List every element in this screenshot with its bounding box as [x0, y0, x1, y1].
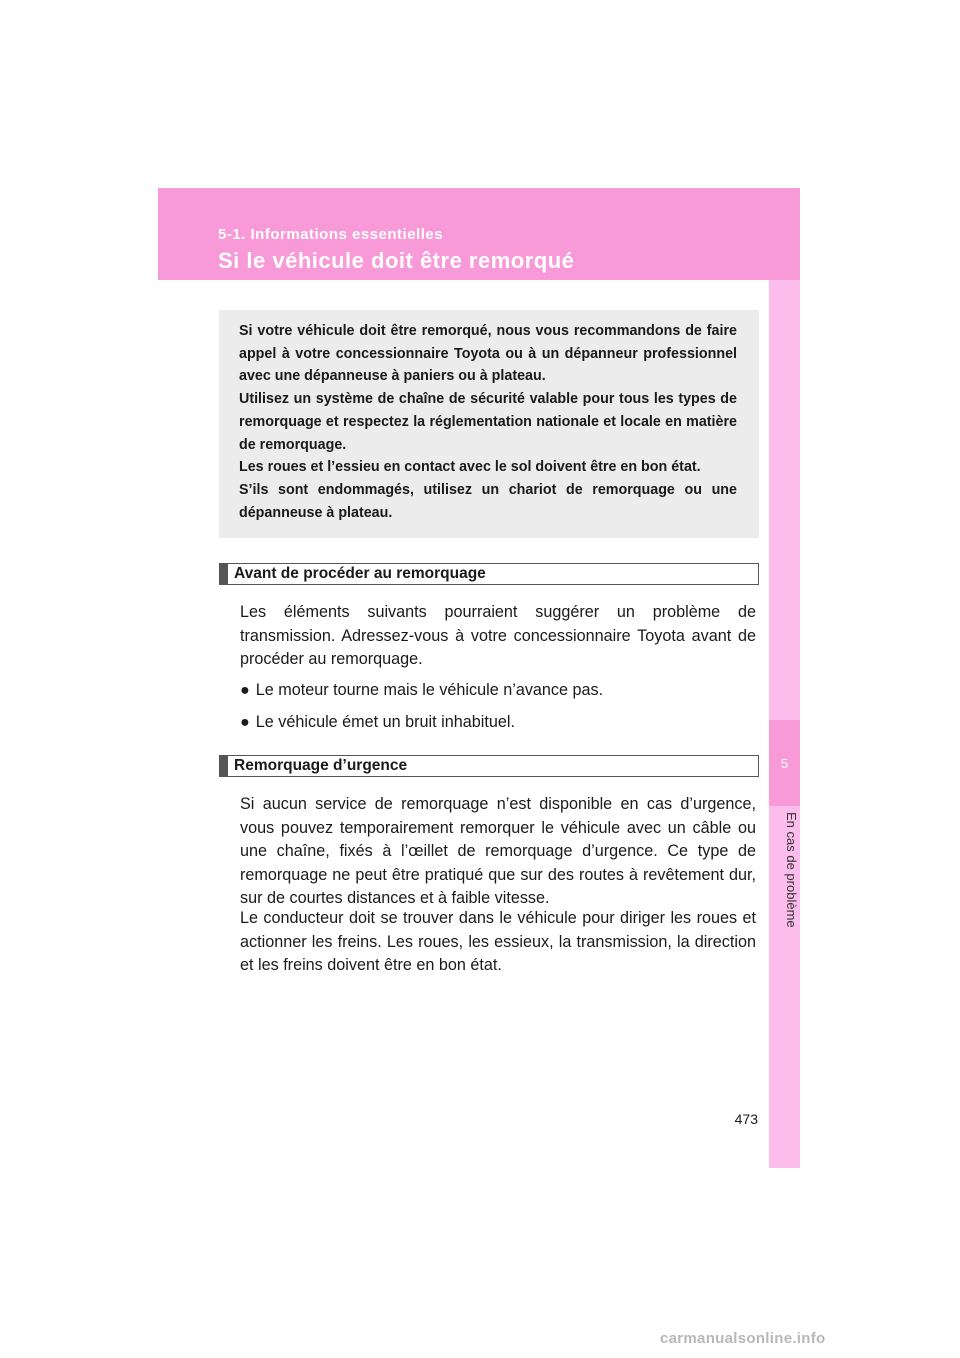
chapter-number: 5	[780, 756, 789, 771]
bullet-text: Le moteur tourne mais le véhicule n’avance pas.	[255, 681, 604, 699]
section-heading-label: Remorquage d’urgence	[234, 757, 408, 774]
section-heading-before-towing	[219, 563, 759, 585]
bullet-icon: ●	[240, 681, 250, 699]
section-paragraph: Si aucun service de remorquage n’est disponible en cas d’urgence, vous pouvez temporairement remorquer le véhicule avec un câble ou une chaîne, fixés à l’œillet de remorquage d’urgence. Ce type de remorquage ne peut être pratiqué que sur des routes à revêtement dur, sur de courtes distances et à faible vitesse.	[240, 795, 756, 907]
section-label: 5-1. Informations essentielles	[218, 226, 444, 243]
intro-box	[219, 310, 759, 538]
watermark: carmanualsonline.info	[660, 1330, 826, 1347]
chapter-title: En cas de problème	[784, 812, 799, 928]
intro-paragraph: Utilisez un système de chaîne de sécurité valable pour tous les types de remorquage et respectez la réglementation nationale et locale en matière de remorquage.	[239, 391, 737, 453]
bullet-icon: ●	[240, 713, 250, 731]
bullet-item	[240, 679, 756, 703]
section-paragraph: Les éléments suivants pourraient suggérer un problème de transmission. Adressez-vous à votre concessionnaire Toyota avant de procéder au remorquage.	[240, 603, 756, 668]
section-paragraph: Le conducteur doit se trouver dans le véhicule pour diriger les roues et actionner les freins. Les roues, les essieux, la transmission, la direction et les freins doivent être en bon état.	[240, 909, 756, 974]
bullet-text: Le véhicule émet un bruit inhabituel.	[255, 713, 515, 731]
section-heading-emergency-towing	[219, 755, 759, 777]
bullet-item	[240, 711, 756, 735]
page-title: Si le véhicule doit être remorqué	[218, 248, 575, 273]
page-number: 473	[734, 1111, 758, 1127]
intro-paragraph: Les roues et l’essieu en contact avec le sol doivent être en bon état.	[239, 459, 701, 476]
section-heading-label: Avant de procéder au remorquage	[234, 565, 486, 582]
intro-paragraph: S’ils sont endommagés, utilisez un chariot de remorquage ou une dépanneuse à plateau.	[239, 481, 737, 521]
intro-paragraph: Si votre véhicule doit être remorqué, nous vous recommandons de faire appel à votre concessionnaire Toyota ou à un dépanneur professionnel avec une dépanneuse à paniers ou à plateau.	[239, 323, 737, 385]
